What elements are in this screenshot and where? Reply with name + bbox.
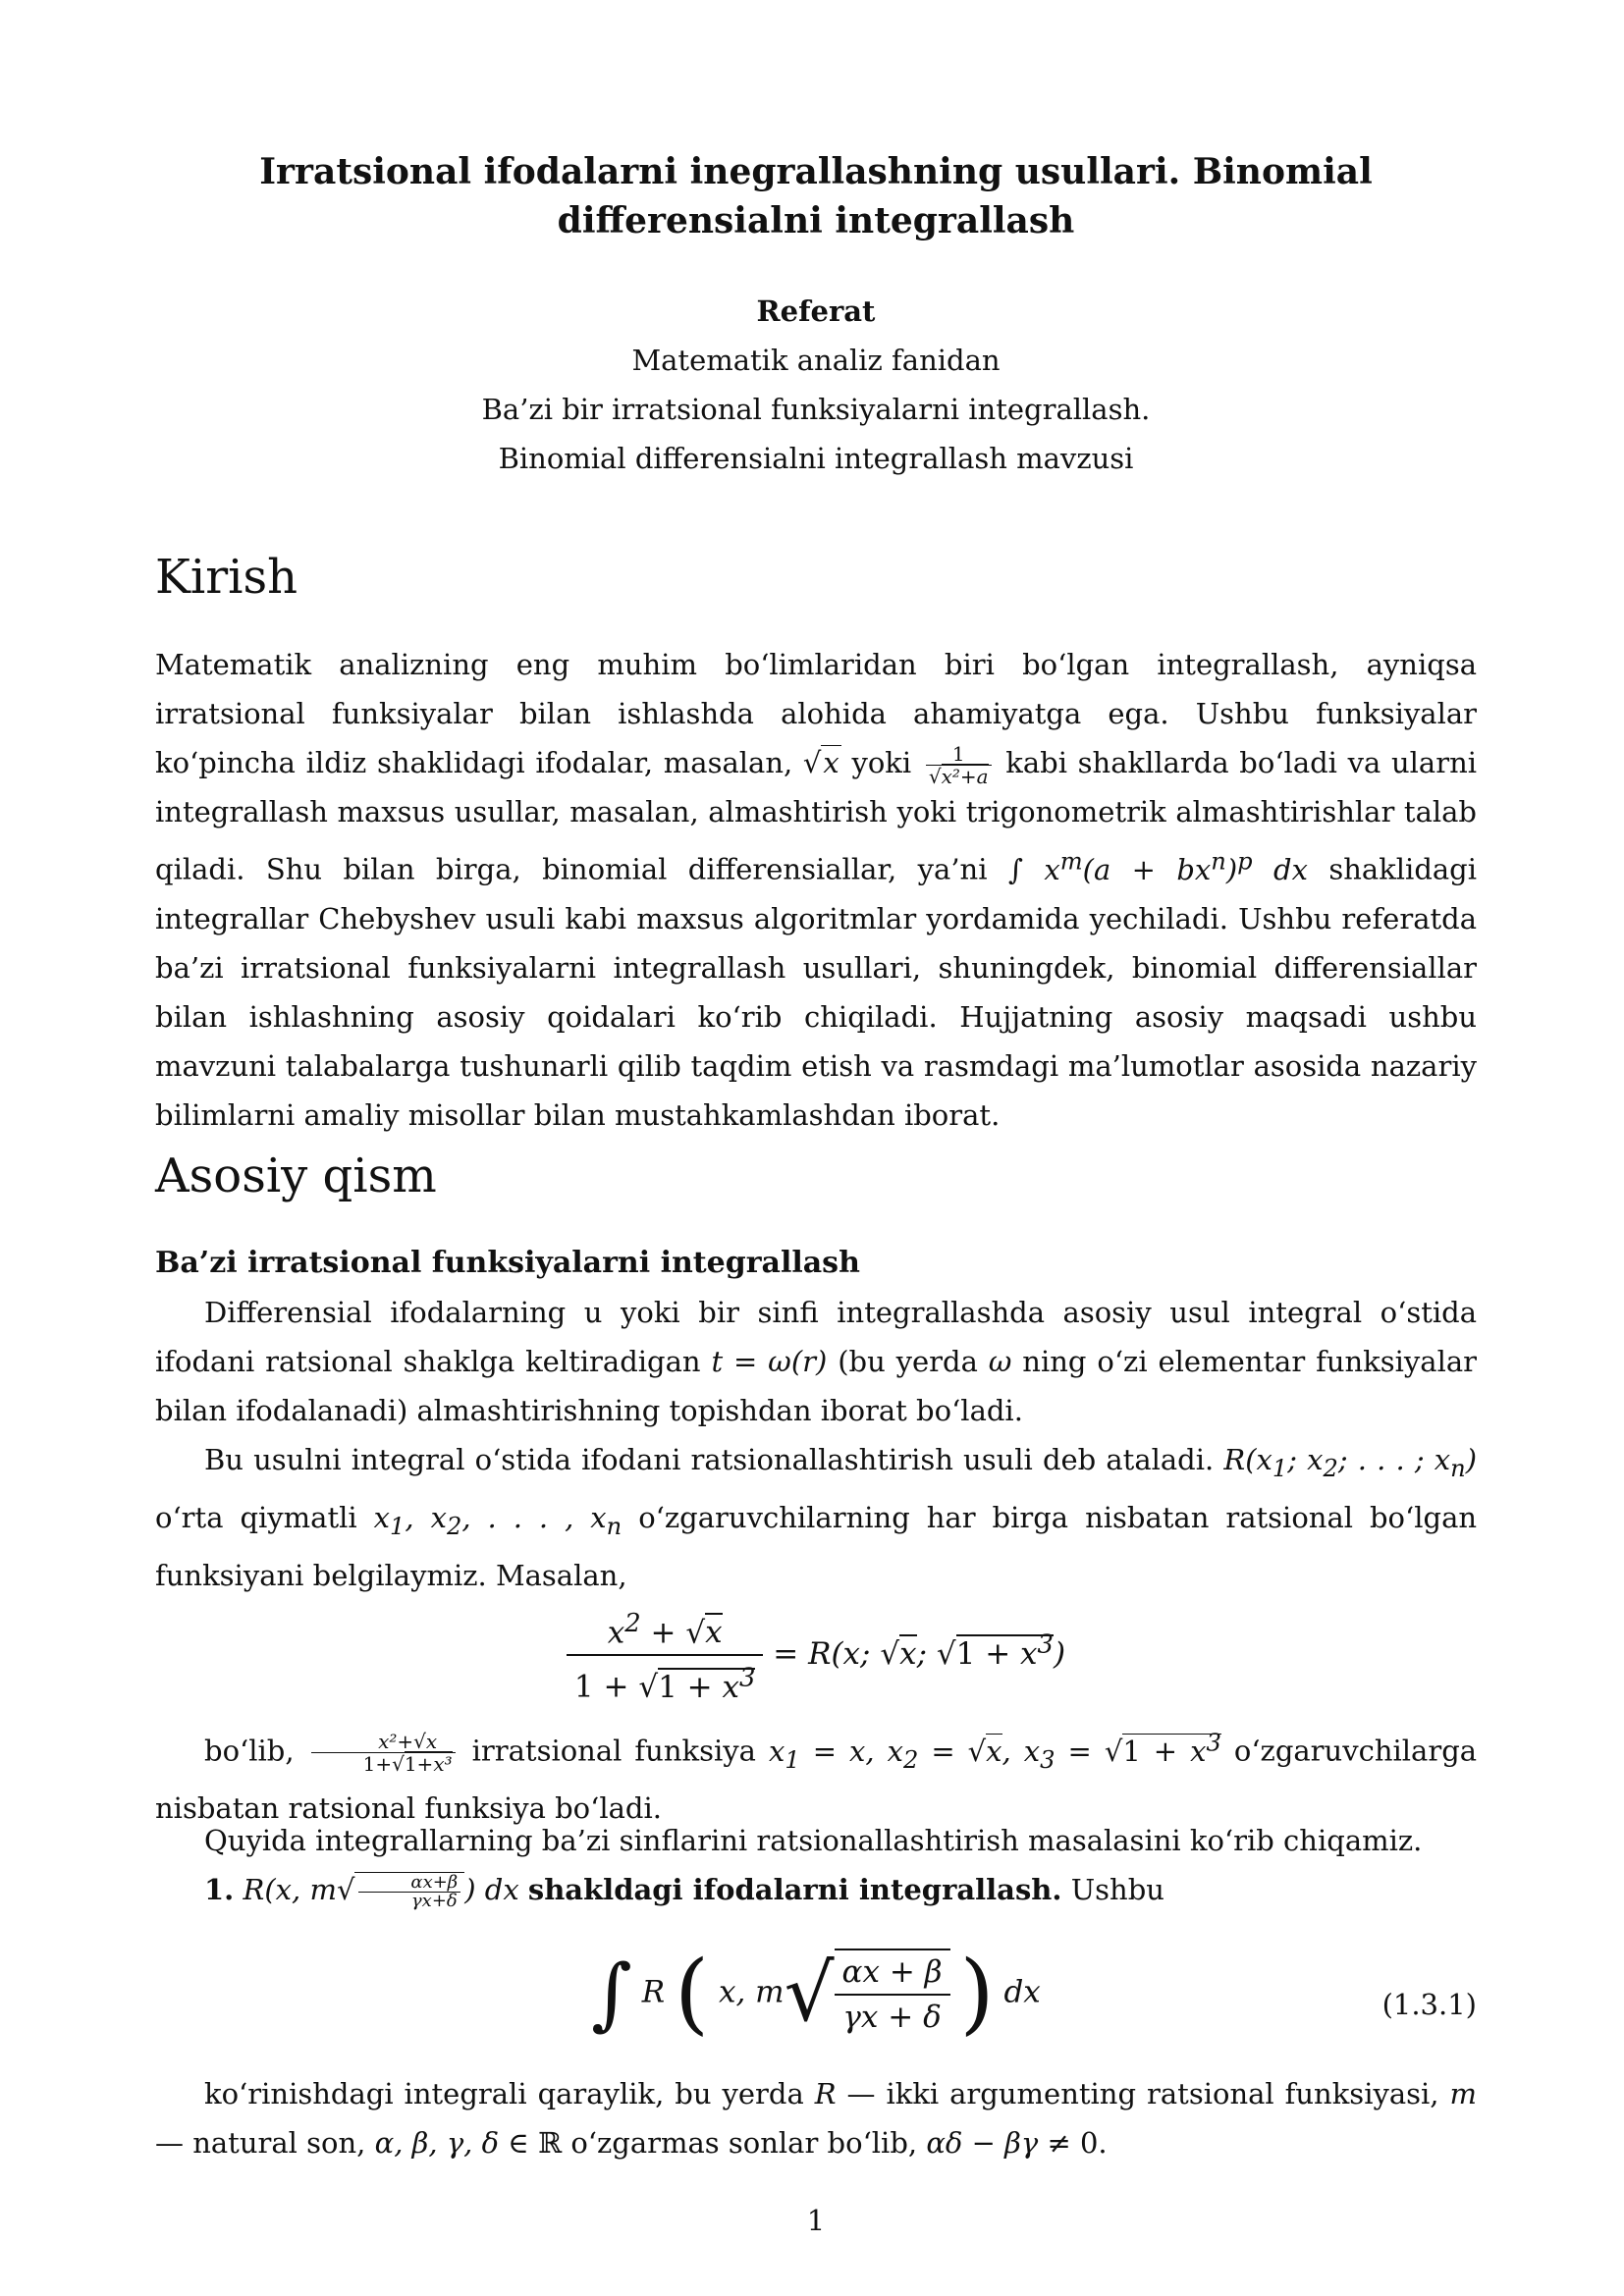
p6-text-c: — natural son, — [155, 2126, 366, 2160]
math-root-fraction: $\frac{\alpha x + \beta}{\gamma x + \delta}$ — [835, 1949, 950, 2039]
asosiy-paragraph-2 — [155, 1435, 1477, 1600]
display-equation-example — [155, 1602, 1477, 1709]
p1-text-c: ning o‘zi elementar funksiyalar bilan ifodalanadi) almashtirishning topishdan iborat bo‘ladi. — [155, 1345, 1478, 1427]
math-constants: α, β, γ, δ ∈ ℝ — [374, 2126, 563, 2160]
p6-text-a: ko‘rinishdagi integrali qaraylik, bu yerda — [204, 2077, 804, 2110]
subsection-heading: Ba’zi irratsional funksiyalarni integrallash — [155, 1246, 860, 1280]
referat-line-1: Matematik analiz fanidan — [631, 344, 1001, 377]
math-substitution: t = ω(r) — [711, 1345, 828, 1378]
equation-number: (1.3.1) — [1381, 1988, 1477, 2021]
math-R-root-form: R(x, m√ $\frac{\alpha x+\beta}{\gamma x+\delta}$ ) dx — [243, 1871, 519, 1911]
math-R-function: $R(x_1$; $x_2$; . . . ; $x_n$) — [1223, 1443, 1478, 1482]
asosiy-paragraph-6: ko‘rinishdagi integrali qaraylik, bu yerda R — ikki argumenting ratsional funksiyasi, m — natural son, α, β, γ, δ ∈ ℝ o‘zgarmas sonlar bo‘lib, αδ − βγ ≠ 0. — [155, 2077, 1477, 2160]
p3-text-c: o‘zgaruvchilarga nisbatan ratsional funksiya bo‘ladi. — [155, 1734, 1478, 1826]
math-equals-R: = R(x; √x; $√1 + x^3$) — [773, 1629, 1066, 1672]
math-condition: αδ − βγ ≠ 0. — [926, 2126, 1108, 2160]
document-title: Irratsional ifodalarni inegrallashning usullari. Binomial differensialni integrallash — [259, 151, 1373, 241]
referat-line-3: Binomial differensialni integrallash mavzusi — [498, 442, 1134, 475]
math-big-fraction: $\frac{x^2 + √x}{1 + √1 + x^3}$ — [567, 1602, 764, 1709]
p2-text-a: Bu usulni integral o‘stida ifodani ratsionallashtirish usuli deb ataladi. — [204, 1443, 1215, 1476]
integral-sign: ∫ — [591, 1948, 632, 2039]
p6-text-b: — ikki argumenting ratsional funksiyasi, — [846, 2077, 1439, 2110]
math-fraction-inline: $\frac{1}{\text{√x²+a}}$ — [926, 743, 992, 787]
math-omega: ω — [988, 1345, 1012, 1378]
asosiy-paragraph-1 — [155, 1288, 1477, 1435]
section-heading-asosiy: Asosiy qism — [155, 1148, 437, 1203]
referat-line-2: Ba’zi bir irratsional funksiyalarni integrallash. — [481, 393, 1151, 426]
referat-header — [155, 287, 1477, 483]
section-heading-kirish: Kirish — [155, 550, 298, 605]
p1-text-a: Differensial ifodalarning u yoki bir sinfi integrallashda asosiy usul integral o‘stida ifodani ratsional shaklga keltiradigan — [155, 1296, 1477, 1378]
page-number: 1 — [806, 2204, 826, 2237]
display-equation-integral: ∫ R ( x, m√ $\frac{\alpha x + \beta}{\gamma x + \delta}$ ) dx (1.3.1) — [591, 1942, 1477, 2045]
p1-text-b: (bu yerda — [838, 1345, 978, 1378]
p3-text-b: irratsional funksiya — [471, 1734, 756, 1768]
p3-text-a: bo‘lib, — [204, 1734, 295, 1768]
math-binomial-integral: ∫ $x^m(a + bx^n)^p$ dx — [1007, 847, 1308, 886]
kirish-text-3: kabi shakllarda bo‘ladi va ularni integrallash maxsus usullar, masalan, almashtirish yoki trigonometrik almashtirishlar talab qiladi. Shu bilan birga, binomial differensiallar, ya’ni — [155, 746, 1478, 886]
math-sqrt-x: √x — [802, 746, 839, 779]
p2-text-b: o‘rta qiymatli — [155, 1500, 357, 1534]
item-tail-text: Ushbu — [1070, 1873, 1164, 1906]
kirish-paragraph — [155, 640, 1477, 1140]
item-bold-text: shakldagi ifodalarni integrallash. — [527, 1873, 1062, 1906]
item-number: 1. — [204, 1873, 235, 1906]
math-variables: $x_1$, $x_2$, . . . , $x_n$ — [373, 1500, 623, 1540]
kirish-text-1: Matematik analizning eng muhim bo‘limlaridan biri bo‘lgan integrallash, ayniqsa irratsional funksiyalar bilan ishlashda alohida ahamiyatga ega. Ushbu funksiyalar ko‘pincha ildiz shaklidagi ifodalar, masalan, — [155, 648, 1477, 779]
asosiy-paragraph-5 — [155, 1865, 1477, 1914]
referat-label: Referat — [756, 294, 876, 328]
kirish-text-2: yoki — [851, 746, 912, 779]
p6-text-d: o‘zgarmas sonlar bo‘lib, — [570, 2126, 918, 2160]
asosiy-paragraph-4: Quyida integrallarning ba’zi sinflarini ratsionallashtirish masalasini ko‘rib chiqamiz. — [204, 1824, 1423, 1857]
math-variable-assignments: $x_1 = x$, $x_2 = √x$, $x_3 = √1 + x^3$ — [768, 1729, 1221, 1774]
p2-text-c: o‘zgaruvchilarning har birga nisbatan ratsional bo‘lgan funksiyani belgilaymiz. Masalan, — [155, 1500, 1478, 1592]
math-small-fraction: $\frac{\text{x²+√x}}{\text{1+√1+x³}}$ — [311, 1731, 456, 1775]
kirish-text-4: shaklidagi integrallar Chebyshev usuli kabi maxsus algoritmlar yordamida yechiladi. Ushbu referatda ba’zi irratsional funksiyalarni integrallash usullari, shuningdek, binomial differensiallar bilan ishlashning asosiy qoidalari ko‘rib chiqiladi. Hujjatning asosiy maqsadi ushbu mavzuni talabalarga tushunarli qilib taqdim etish va rasmdagi ma’lumotlar asosida nazariy bilimlarni amaliy misollar bilan mustahkamlashdan iborat. — [155, 852, 1478, 1132]
